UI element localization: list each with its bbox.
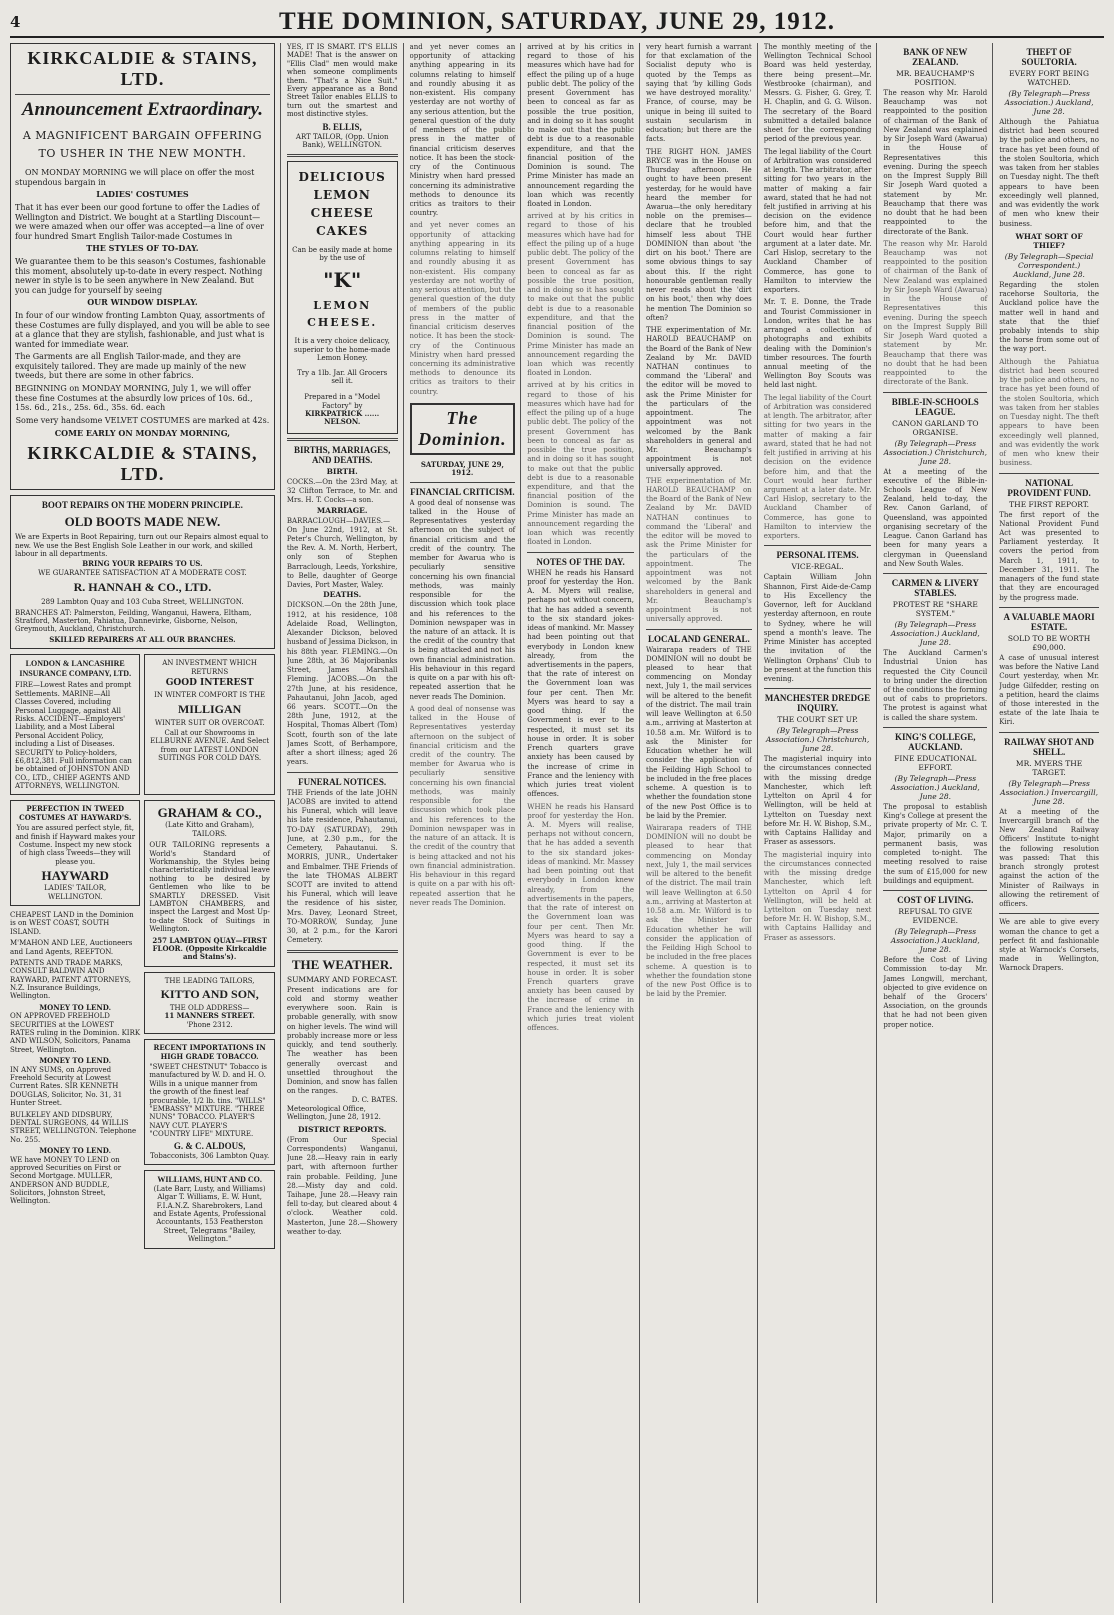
kitto-name: KITTO AND SON, <box>160 987 259 1002</box>
tobacco-text: "SWEET CHESTNUT" Tobacco is manufactured by W. D. and H. O. Wills in a unique manner from the growth of the finest leaf procurable, 1/2 lb. tins. "WILLS" "EMBASSY" MIXTURE. "THREE NUNS" TOBACCO. PLAYER'S NAVY CUT. PLAYER'S "COUNTRY LIFE" MIXTURE. <box>149 1063 268 1139</box>
column-2 <box>287 43 404 1603</box>
column-3 <box>410 43 522 1603</box>
milligan-interest: GOOD INTEREST <box>165 677 254 688</box>
page-number: 4 <box>10 13 21 31</box>
kings-heading: KING'S COLLEGE, AUCKLAND. <box>895 731 976 752</box>
patents-ad: PATENTS AND TRADE MARKS, CONSULT BALDWIN AND RAYWARD, PATENT ATTORNEYS, N.Z. Insurance Buildings, Wellington. <box>10 958 131 1001</box>
date-line: SATURDAY, JUNE 29, 1912. <box>420 459 504 478</box>
kirk-intro: ON MONDAY MORNING we will place on offer the most stupendous bargain in <box>15 168 255 187</box>
bible-heading: BIBLE-IN-SCHOOLS LEAGUE. <box>891 396 979 417</box>
money-heading-2: MONEY TO LEND. <box>39 1056 112 1066</box>
weather-sign: D. C. BATES. <box>351 1096 398 1105</box>
cheapest-land: CHEAPEST LAND in the Dominion is on WEST COAST, SOUTH ISLAND. <box>10 910 134 936</box>
dominion-logo: The Dominion. <box>410 403 516 455</box>
boot-text: We are Experts in Boot Repairing, turn out our Repairs almost equal to new. We use the Best English Sole Leather in our work, and skilled labour in all departments. <box>15 533 269 559</box>
cost-text: Before the Cost of Living Commission to-day Mr. James Longwill, merchant, objected to give evidence on behalf of the Grocers' Association, on the grounds that he had not been given proper notice. <box>883 956 988 1029</box>
provident-text: The first report of the National Provident Fund Act was presented to Parliament yesterday. It covers the period from March 1, 1911, to December 31, 1911. The managers of the fund state that they are encouraged by the progress made. <box>999 510 1099 602</box>
maori-subheading: SOLD TO BE WORTH £90,000. <box>1007 633 1091 652</box>
come-early: COME EARLY ON MONDAY MORNING, <box>54 428 231 439</box>
graham-ad <box>144 800 274 966</box>
bmd-heading: BIRTHS, MARRIAGES, AND DEATHS. <box>293 444 391 465</box>
col6-text-c: Mr. T. E. Donne, the Trade and Tourist Commissioner in London, writes that he has arranged a collection of photographs and exhibits dealing with the Dominion's timber resources. The fourth annual meeting of the Wellington Boy Scouts was held last night. <box>763 298 872 390</box>
velvet-text: Some very handsome VELVET COSTUMES are marked at 42s. <box>15 415 270 425</box>
cost-press: (By Telegraph—Press Association.) Auckland, June 28. <box>890 927 980 955</box>
col6-filler-b: The magisterial inquiry into the circumstances connected with the missing dredge Manchester, which left Lyttelton on April 4 for Wellington, will be held at Lyttelton on Tuesday next before Mr. H. W. Bishop, S.M., with Captains Halliday and Fraser as assessors. <box>763 850 872 942</box>
col4-filler-b: arrived at by his critics in regard to those of his measures which have had for effect the piling up of a huge public debt. The policy of the present Government has been to conceal as far as possible the true position, and in doing so it has sought to make out that the public debt is due to a reasonable expenditure, and that the financial position of the Dominion is sound. The Prime Minister has made an announcement regarding the loan which was recently floated in London. <box>527 381 634 547</box>
bulkeley-ad: BULKELEY AND DIDSBURY, DENTAL SURGEONS, 44 WILLIS STREET, WELLINGTON. Telephone No. 255. <box>10 1110 137 1144</box>
carmen-press: (By Telegraph—Press Association.) Auckland, June 28. <box>890 620 980 648</box>
deaths-heading: DEATHS. <box>323 590 362 600</box>
ellis-sub: ART TAILOR, (Opp. Union Bank), WELLINGTON. <box>295 132 389 150</box>
hayward-tag: PERFECTION IN TWEED COSTUMES AT HAYWARD'S. <box>19 804 132 822</box>
maori-text: A case of unusual interest was before the Native Land Court yesterday, when Mr. Judge Gilfedder, resting on a petition, heard the claims of those interested in the estate of the late Ihaia te Kiri. <box>999 653 1099 727</box>
manchester-heading: MANCHESTER DREDGE INQUIRY. <box>764 693 871 714</box>
styles-heading: THE STYLES OF TO-DAY. <box>86 243 199 254</box>
cost-subheading: REFUSAL TO GIVE EVIDENCE. <box>898 907 973 926</box>
cost-heading: COST OF LIVING. <box>897 895 974 906</box>
personal-text: Captain William John Shannon, First Aide-de-Camp to His Excellency the Governor, left for Auckland yesterday afternoon, en route to Sydney, where he will spend a month's leave. The Prime Minister has accepted the invitation of the Wellington Orphans' Club to be present at the function this evening. <box>763 573 872 683</box>
weather-heading: THE WEATHER. <box>291 956 393 972</box>
thief-heading: WHAT SORT OF THIEF? <box>1015 231 1083 250</box>
window-text: In four of our window fronting Lambton Quay, assortments of these Costumes are fully displayed, and you will be able to see at a glance that they are stylish, fashionable, and just what is wanted for immediate wear. <box>15 310 270 349</box>
reports-heading: DISTRICT REPORTS. <box>297 1124 387 1134</box>
bryce-text: THE RIGHT HON. JAMES BRYCE was in the House on Thursday afternoon. He ought to have been present yesterday, for he would have heard the member for Awarua—the only hereditary noble on the premises—declare that he troubled himself less about THE DOMINION than about 'the dirt on his boot.' There are some obvious things to say about this. If the right honourable gentleman really never reads about the 'dirt on his boot,' then why does he mention The Dominion so often? <box>645 147 752 322</box>
cheese-line-2: LEMON <box>313 187 371 202</box>
london-lancashire-ad <box>10 654 140 795</box>
mahon-ad: M'MAHON AND LEE, Auctioneers and Land Agents, REEFTON. <box>10 939 133 956</box>
personal-subheading: VICE-REGAL. <box>791 562 844 572</box>
col6-text-a: The monthly meeting of the Wellington Technical School Board was held yesterday, there being present—Mr. Westbrooke (chairman), and Messrs. G. Fisher, G. Grey, T. H. Chaplin, and G. G. Wilson. The secretary of the Board submitted a detailed balance sheet for the corresponding period of the previous year. <box>763 43 872 144</box>
bring-repairs: BRING YOUR REPAIRS TO US. <box>82 559 203 569</box>
cheese-desc: Can be easily made at home by the use of <box>292 245 393 262</box>
leading-tailors: THE LEADING TAILORS, <box>164 976 255 985</box>
financial-heading: FINANCIAL CRITICISM. <box>410 486 515 497</box>
col6-filler-a: The legal liability of the Court of Arbitration was considered at length. The arbitrator, after sitting for two years in the matter of making a fair award, stated that he had not felt justified in arriving at his decision on the evidence before him, and that the Court would hear further argument at a later date. Mr. Carl Hislop, secretary to the Auckland Chamber of Commerce, has gone to Hamilton to interview the exporters. <box>763 393 872 541</box>
railway-press: (By Telegraph—Press Association.) Invercargill, June 28. <box>1000 778 1099 806</box>
money-heading-3: MONEY TO LEND. <box>39 1146 112 1156</box>
costumes-heading: LADIES' COSTUMES <box>96 189 189 200</box>
carmen-heading: CARMEN & LIVERY STABLES. <box>891 578 979 599</box>
kirkcaldie-ad <box>10 43 275 490</box>
money-text-2: IN ANY SUMS, on Approved Freehold Security at Lowest Current Rates. SIR KENNETH DOUGLAS, Solicitor, No. 31, 31 Hunter Street. <box>10 1065 123 1108</box>
column-5 <box>646 43 758 1603</box>
money-text-1: ON APPROVED FREEHOLD SECURITIES at the LOWEST RATES ruling in the Dominion. KIRK AND WILSON, Solicitors, Panama Street, Wellington. <box>10 1012 141 1054</box>
satisfaction: WE GUARANTEE SATISFACTION AT A MODERATE COST. <box>38 568 247 577</box>
reports-text: (From Our Special Correspondents) Wanganui, June 28.—Heavy rain in early part, with afternoon further rain probable. Feilding, June 28.—Misty day and cold. Taihape, June 28.—Heavy rain fell to-day, but cleared about 4 o'clock. Weather cold. Masterton, June 28.—Showery weather to-day. <box>286 1135 398 1236</box>
aldous-sub: Tobacconists, 306 Lambton Quay. <box>150 1151 270 1160</box>
kitto-sub: THE OLD ADDRESS— <box>169 1004 250 1013</box>
provident-subheading: THE FIRST REPORT. <box>1009 499 1090 509</box>
col4-text-a: arrived at by his critics in regard to those of his measures which have had for effect the piling up of a huge public debt. The policy of the present Government has been to conceal as far as possible the true position, and in doing so it has sought to make out that the public debt is due to a reasonable expenditure, and that the financial position of the Dominion is sound. The Prime Minister has made an announcement regarding the loan which was recently floated in London. <box>527 43 634 208</box>
column-6 <box>764 43 878 1603</box>
kitto-phone: 'Phone 2312. <box>186 1020 233 1029</box>
bank-subheading: MR. BEAUCHAMP'S POSITION. <box>896 69 975 87</box>
bank-text: The reason why Mr. Harold Beauchamp was not reappointed to the position of chairman of the Bank of New Zealand was explained by Sir Joseph Ward (Awarua) in the House of Representatives this evening. During the speech on the Imprest Supply Bill Sir Joseph Ward quoted a statement by Mr. Beauchamp that there was no doubt that he had been reappointed to the directorate of the Bank. <box>883 89 988 236</box>
hayward-ad <box>10 800 140 906</box>
maori-heading: A VALUABLE MAORI ESTATE. <box>1003 611 1095 632</box>
weather-subheading: SUMMARY AND FORECAST. <box>286 974 398 984</box>
column-4 <box>527 43 640 1603</box>
birth-heading: BIRTH. <box>326 466 358 476</box>
hayward-text: You are assured perfect style, fit, and finish if Hayward makes your Costume. Inspect my new stock of high class Tweeds—they will please you. <box>15 824 136 866</box>
boots-made-new: OLD BOOTS MADE NEW. <box>64 514 221 530</box>
weather-office: Meteorological Office, Wellington, June 28, 1912. <box>286 1104 381 1122</box>
birth-text: COCKS.—On the 23rd May, at 32 Clifton Terrace, to Mr. and Mrs. H. T. Cocks—a son. <box>286 477 398 505</box>
theft-heading: THEFT OF SOULTORIA. <box>1021 47 1077 67</box>
manchester-text: The magisterial inquiry into the circumstances connected with the missing dredge Manchester, which left Lyttelton on April 4 for Wellington, will be held at Lyttelton on Tuesday next before Mr. H. W. Bishop, S.M., with Captains Halliday and Fraser as assessors. <box>763 755 872 847</box>
col8-filler-a: Although the Pahiatua district had been scoured by the police and others, no trace has yet been found of the stolen Soultoria, which was taken from her stables on Tuesday night. The theft appears to have been exceedingly well planned, and was evidently the work of men who knew their business. <box>999 357 1099 468</box>
tobacco-ad <box>144 1039 274 1165</box>
deaths-text: DICKSON.—On the 28th June, 1912, at his residence, 108 Adelaide Road, Wellington, Alexander Dickson, beloved husband of Jessima Dickson, in his 88th year. FLEMING.—On June 28th, at 36 Majoribanks Street, James Marshall Fleming. JACOBS.—On the 27th June, at his residence, Pahautanui, John Jacob, aged 66 years. SCOTT.—On the 28th June, 1912, at the Hospital, Thomas Albert (Tom) Scott, fourth son of the late James Scott, of Berhampore, after a short illness; aged 26 years. <box>286 601 398 767</box>
provident-heading: NATIONAL PROVIDENT FUND. <box>1007 477 1091 498</box>
kirkcaldie-name: KIRKCALDIE & STAINS, LTD. <box>27 48 258 89</box>
notes-text: WHEN he reads his Hansard proof for yesterday the Hon. A. M. Myers will realise, perhaps not without concern, that he has added a seventh to the six standard jokes-ideas of mankind. Mr. Massey had been pointing out that everybody in London knew already, from the advertisements in the papers, that the rate of interest on the Government loan was four per cent. Then Mr. Myers was heard to say a good thing. If the Government is ever to be respected, it must set its house in order. It is sober French quarters grave anxiety has been caused by the increase of crime in France and the leniency with which juries treat violent offences. <box>527 568 634 799</box>
kirkcaldie-name-2: KIRKCALDIE & STAINS, LTD. <box>27 443 258 485</box>
kitto-address: 11 MANNERS STREET. <box>164 1011 255 1021</box>
graham-address: 257 LAMBTON QUAY—FIRST FLOOR. (Opposite Kirkcaldie and Stains's). <box>152 935 267 962</box>
col3-filler-a: and yet never comes an opportunity of attacking anything appearing in its columns relating to himself and roundly abusing it as non-existent. His company yesterday are not worthy of any serious attention, but the general question of the duty of members of the public press in the matter of financial criticism deserves notice. It has been the stock-cry of the Continuous Ministry when hard pressed concerning its administrative methods to denounce its critics as traitors to their country. <box>409 221 516 396</box>
styles-text: We guarantee them to be this season's Costumes, fashionable this moment, absolutely up-to-date in every respect. Nothing newer in style is to be seen anywhere in New Zealand. But you can judge for yourself by seeing <box>15 256 266 295</box>
beauchamp-text: THE experimentation of Mr. HAROLD BEAUCHAMP on the Board of the Bank of New Zealand by Mr. DAVID NATHAN continues to command the 'Liberal' and the editor will be moved to ask the Prime Minister for the particulars of the appointment. The appointment was not welcomed by the Bank shareholders in general and Mr. Beauchamp's appointment is not universally approved. <box>645 326 752 473</box>
announcement-heading: Announcement Extraordinary. <box>21 99 263 120</box>
bible-subheading: CANON GARLAND TO ORGANISE. <box>892 418 979 437</box>
kings-press: (By Telegraph—Press Association.) Auckland, June 28. <box>890 773 980 801</box>
graham-sub: (Late Kitto and Graham), TAILORS. <box>165 821 255 838</box>
london-heading: LONDON & LANCASHIRE INSURANCE COMPANY, LTD. <box>19 659 132 678</box>
milligan-intro: AN INVESTMENT WHICH RETURNS <box>162 659 257 676</box>
milligan-showrooms: Call at our Showrooms in ELLBURNE AVENUE. And Select from our LATEST LONDON SUITINGS FOR COLD DAYS. <box>150 729 270 763</box>
kings-text: The proposal to establish King's College at present the private property of Mr. C. T. Major, primarily on a permanent basis, was completed to-night. The meeting resolved to raise the sum of £15,000 for new buildings and equipment. <box>883 802 988 885</box>
funeral-heading: FUNERAL NOTICES. <box>298 776 387 787</box>
col4-filler-c: WHEN he reads his Hansard proof for yesterday the Hon. A. M. Myers will realise, perhaps not without concern, that he has added a seventh to the six standard jokes-ideas of mankind. Mr. Massey had been pointing out that everybody in London knew already, from the advertisements in the papers, that the rate of interest on the Government loan was four per cent. Then Mr. Myers was heard to say a good thing. If the Government is ever to be respected, it must set its house in order. It is sober French quarters grave anxiety has been caused by the increase of crime in France and the leniency with which juries treat violent offences. <box>527 802 634 1033</box>
branches-text: BRANCHES AT: Palmerston, Feilding, Wanganui, Hawera, Eltham, Stratford, Masterton, Pahiatua, Dannevirke, Gisborne, Nelson, Greymouth, Auckland, Christchurch. <box>15 608 252 634</box>
hannah-ad <box>10 495 275 649</box>
col4-filler-a: arrived at by his critics in regard to those of his measures which have had for effect the piling up of a huge public debt. The policy of the present Government has been to conceal as far as possible the true position, and in doing so it has sought to make out that the public debt is due to a reasonable expenditure, and that the financial position of the Dominion is sound. The Prime Minister has made an announcement regarding the loan which was recently floated in London. <box>527 212 634 378</box>
graham-column <box>144 800 274 1253</box>
col3-filler-b: A good deal of nonsense was talked in the House of Representatives yesterday afternoon on the subject of financial criticism and the credit of the country. The member for Awarua who is peculiarly sensitive concerning his own financial methods, was mainly responsible for the discussion which took place and his references to the Dominion newspaper was in the nature of an attack. It is the credit of the country that is being attacked and not his own financial administration. His behaviour in this regard is quite on a par with his oft-repeated assertion that he never reads The Dominion. <box>409 704 516 907</box>
milligan-suit: WINTER SUIT OR OVERCOAT. <box>154 718 265 727</box>
bank-heading: BANK OF NEW ZEALAND. <box>903 47 968 67</box>
cheese-tin: Try a 1lb. Jar. All Grocers sell it. <box>297 368 388 385</box>
railway-subheading: MR. MYERS THE TARGET. <box>1015 758 1083 777</box>
window-heading: OUR WINDOW DISPLAY. <box>87 297 198 308</box>
k-brand: "K" <box>323 268 362 293</box>
skilled-repairers: SKILLED REPAIRERS AT ALL OUR BRANCHES. <box>49 634 236 644</box>
london-text: FIRE—Lowest Rates and prompt Settlements. MARINE—All Classes Covered, including Personal Luggage, against All Risks. ACCIDENT—Employers' Liability, and a Most Liberal Personal Accident Policy, including a List of Diseases. SECURITY to Policy-holders, £6,812,381. Full information can be obtained of JOHNSTON AND CO., LTD., CHIEF AGENTS AND ATTORNEYS, WELLINGTON. <box>15 681 132 791</box>
milligan-name: MILLIGAN <box>177 701 242 716</box>
local-heading: LOCAL AND GENERAL. <box>647 633 750 644</box>
cheese-line-1: DELICIOUS <box>298 169 386 184</box>
column-7 <box>883 43 993 1603</box>
marriage-text: BARRACLOUGH—DAVIES.—On June 22nd, 1912, at St. Peter's Church, Wellington, by the Rev. A. M. North, Herbert, only son of Stephen Barraclough, Leeds, Yorkshire, to Belle, daughter of George Davies, Port Master, Waley. <box>286 516 398 590</box>
column-8 <box>999 43 1104 1603</box>
notes-heading: NOTES OF THE DAY. <box>536 556 625 567</box>
theft-press: (By Telegraph—Press Association.) Auckland, June 28. <box>1004 89 1094 116</box>
aldous-name: G. & C. ALDOUS, <box>173 1140 246 1151</box>
masthead <box>10 8 1104 38</box>
cheese-maker: KIRKPATRICK ...... NELSON. <box>305 409 380 427</box>
lemon-cheese-ad <box>287 161 398 434</box>
bible-text: At a meeting of the executive of the Bible-in-Schools League of New Zealand, held to-day, the Rev. Canon Garland, of Queensland, was appointed organising secretary of the League. Canon Garland has been for many years a clergyman in Queensland and New South Wales. <box>883 467 988 568</box>
personal-heading: PERSONAL ITEMS. <box>776 550 859 561</box>
col5-filler-a: THE experimentation of Mr. HAROLD BEAUCHAMP on the Board of the Bank of New Zealand by Mr. DAVID NATHAN continues to command the 'Liberal' and the editor will be moved to ask the Prime Minister for the particulars of the appointment. The appointment was not welcomed by the Bank shareholders in general and Mr. Beauchamp's appointment is not universally approved. <box>645 476 752 624</box>
column-1 <box>10 43 281 1603</box>
funeral-text: THE Friends of the late JOHN JACOBS are invited to attend his Funeral, which will leave his late residence, Pahautanui, TO-DAY (SATURDAY), 29th June, at 2.30 p.m., for the Cemetery, Pahautanui. S. MORRIS, JUNR., Undertaker and Embalmer. THE Friends of the late THOMAS ALBERT SCOTT are invited to attend his Funeral, which will leave the residence of his sister, Mrs. Davey, Leonard Street, TO-MORROW, Sunday, June 30, at 2 p.m., for the Karori Cemetery. <box>286 788 398 945</box>
bible-press: (By Telegraph—Press Association.) Christchurch, June 28. <box>883 438 988 466</box>
tobacco-heading: RECENT IMPORTATIONS IN HIGH GRADE TOBACCO. <box>153 1043 266 1061</box>
masthead-title: THE DOMINION, SATURDAY, JUNE 29, 1912. <box>279 8 835 35</box>
milligan-ad <box>144 654 274 795</box>
williams-name: WILLIAMS, HUNT AND CO. <box>157 1175 262 1185</box>
weather-text: Present indications are for cold and stormy weather everywhere soon. Rain is probable generally, with snow on higher levels. The wind will probably increase more or less quickly, and tend southerly. The weather has been generally overcast and unsettled throughout the Dominion, and snow has fallen on the ranges. <box>286 985 398 1096</box>
hannah-name: R. HANNAH & CO., LTD. <box>73 580 212 595</box>
col5-text-a: very heart furnish a warrant for that exclamation of the Socialist deputy who is quoted by the Temps as saying that 'by killing Gods we have destroyed morality.' France, of course, may be unique in being ill suited to sustain secularism in education; but there are the facts. <box>645 43 752 144</box>
cheese-line-3: CHEESE <box>310 205 374 220</box>
insurance-milligan-row <box>10 654 275 800</box>
hayward-role: LADIES' TAILOR, <box>44 884 107 893</box>
costumes-text: That it has ever been our good fortune to offer the Ladies of Wellington and District. We bought at a Startling Discount—we were amazed when our offer was accepted—a line of over four hundred Smart English Tailor-made Costumes in <box>15 202 264 241</box>
hayward-town: WELLINGTON. <box>48 892 103 901</box>
financial-text: A good deal of nonsense was talked in the House of Representatives yesterday afternoon on the subject of financial criticism and the credit of the country. The member for Awarua who is peculiarly sensitive concerning his own financial methods, was mainly responsible for the discussion which took place and his references to the Dominion newspaper was in the nature of an attack. It is the credit of the country that is being attacked and not his own financial administration. His behaviour in this regard is quite on a par with his oft-repeated assertion that he never reads The Dominion. <box>409 498 516 701</box>
closing-ad: We are able to give every woman the chance to get a perfect fit and fashionable style at Warnock's Corsets, made in Wellington, Warnock Drapers. <box>999 918 1099 973</box>
marriage-heading: MARRIAGE. <box>316 505 368 515</box>
hayward-graham-row <box>10 800 275 1253</box>
cheese-note: It is a very choice delicacy, superior to the home-made Lemon Honey. <box>294 337 391 363</box>
carmen-text: The Auckland Carmen's Industrial Union has requested the City Council to bring under the direction of the conditions the forming out of cabs to proprietors. The protest is against what is called the share system. <box>883 649 988 722</box>
lemon-cheese: LEMON CHEESE. <box>307 299 378 329</box>
money-text-3: WE have MONEY TO LEND on approved Securities on First or Second Mortgage. MULLER, ANDERSON AND BUDDLE, Solicitors, Johnston Street, Wellington. <box>10 1155 122 1206</box>
kings-subheading: FINE EDUCATIONAL EFFORT. <box>894 753 977 772</box>
money-heading-1: MONEY TO LEND. <box>39 1002 112 1012</box>
hayward-column <box>10 800 140 1253</box>
ellis-name: B. ELLIS, <box>322 121 362 132</box>
bargain-heading: A MAGNIFICENT BARGAIN OFFERING TO USHER IN THE NEW MONTH. <box>22 129 262 160</box>
theft-text: Although the Pahiatua district had been scoured by the police and others, no trace has yet been found of the stolen Soultoria, which was taken from her stables on Tuesday night. The theft appears to have been exceedingly well planned, and was evidently the work of men who knew their business. <box>999 118 1099 228</box>
hannah-address: 289 Lambton Quay and 103 Cuba Street, WELLINGTON. <box>41 598 244 607</box>
thief-press: (By Telegraph—Special Correspondent.) Auckland, June 28. <box>1004 251 1094 279</box>
williams-text: (Late Barr, Lusty, and Williams) Algar T. Williams, E. W. Hunt, F.I.A.N.Z. Sharebrokers, Land and Estate Agents, Professional Accountants, 153 Featherston Street, Telegrams "Bailey, Wellington." <box>153 1184 267 1244</box>
graham-name: GRAHAM & CO., <box>157 805 262 821</box>
kitto-ad <box>144 972 274 1035</box>
local-text: Wairarapa readers of THE DOMINION will no doubt be pleased to hear that commencing on Monday next, July 1, the mail services will be altered to the benefit of the district. The mail train will leave Wellington at 6.50 a.m., arriving at Masterton at 10.58 a.m. Mr. Wilford is to ask the Minister for Education whether he will consider the application of the Feilding High School to be included in the free places scheme. A question is to whether the foundation stone of the new Post Office is to be laid by the Premier. <box>645 645 752 820</box>
carmen-subheading: PROTEST RE "SHARE SYSTEM." <box>892 600 978 619</box>
columns <box>10 43 1104 1603</box>
manchester-press: (By Telegraph—Press Association.) Christchurch, June 28. <box>765 726 870 754</box>
cheese-line-4: CAKES <box>316 223 369 238</box>
thief-text: Regarding the stolen racehorse Soultoria, the Auckland police have the matter well in hand and state that the thief probably intends to ship the horse from some out of the way port. <box>999 280 1099 354</box>
theft-subheading: EVERY FORT BEING WATCHED. <box>1009 69 1090 87</box>
col5-filler-b: Wairarapa readers of THE DOMINION will no doubt be pleased to hear that commencing on Monday next, July 1, the mail services will be altered to the benefit of the district. The mail train will leave Wellington at 6.50 a.m., arriving at Masterton at 10.58 a.m. Mr. Wilford is to ask the Minister for Education whether he will consider the application of the Feilding High School to be included in the free places scheme. A question is to whether the foundation stone of the new Post Office is to be laid by the Premier. <box>645 823 752 999</box>
manchester-subheading: THE COURT SET UP. <box>777 715 858 725</box>
ellis-text: YES, IT IS SMART. IT'S ELLIS MADE! That is the answer on "Ellis Clad" men would make when someone compliments them. "That's a Nice Suit." Every appearance as a Bond Street Tailor enables ELLIS to turn out the smartest and most distinctive styles. <box>286 43 398 119</box>
railway-heading: RAILWAY SHOT AND SHELL. <box>1004 736 1095 757</box>
milligan-comfort: IN WINTER COMFORT IS THE <box>154 691 266 700</box>
prices-text: BEGINNING on MONDAY MORNING, July 1, we will offer these fine Costumes at the absurdly low prices of 10s. 6d., 15s. 6d., 21s., 25s. 6d., 35s. 6d. each <box>15 384 253 413</box>
hayward-name: HAYWARD <box>41 868 109 884</box>
boot-heading: BOOT REPAIRS ON THE MODERN PRINCIPLE. <box>41 500 243 511</box>
williams-ad <box>144 1170 274 1248</box>
tweeds-text: The Garments are all English Tailor-made, and they are exquisitely tailored. They are made up mainly of the new tweeds, but there are some in other fabrics. <box>15 352 247 381</box>
col6-text-b: The legal liability of the Court of Arbitration was considered at length. The arbitrator, after sitting for two years in the matter of making a fair award, stated that he had not felt justified in arriving at his decision on the evidence before him, and that the Court would hear further argument at a later date. Mr. Carl Hislop, secretary to the Auckland Chamber of Commerce, has gone to Hamilton to interview the exporters. <box>763 147 872 295</box>
col7-filler-a: The reason why Mr. Harold Beauchamp was not reappointed to the position of chairman of the Bank of New Zealand was explained by Sir Joseph Ward (Awarua) in the House of Representatives this evening. During the speech on the Imprest Supply Bill Sir Joseph Ward quoted a statement by Mr. Beauchamp that there was no doubt that he had been reappointed to the directorate of the Bank. <box>883 239 988 387</box>
graham-text: OUR TAILORING represents a World's Standard of Workmanship, the Styles being characteristically individual leave nothing to be desired by Gentlemen who like to be SMARTLY DRESSED. Visit LAMBTON CHAMBERS, and inspect the Largest and Most Up-to-date Stock of Suitings in Wellington. <box>149 841 270 934</box>
railway-text: At a meeting of the Invercargill branch of the New Zealand Railway Officers' Institute to-night the following resolution was passed: That this branch strongly protest against the action of the Minister of Railways in allowing the retirement of officers. <box>999 807 1099 909</box>
col3-continued: and yet never comes an opportunity of attacking anything appearing in its columns relating to himself and roundly abusing it as non-existent. His company yesterday are not worthy of any serious attention, but the general question of the duty of members of the public press in the matter of financial criticism deserves notice. It has been the stock-cry of the Continuous Ministry when hard pressed concerning its administrative methods to denounce its critics as traitors to their country. <box>409 43 516 218</box>
cheese-prepared: Prepared in a "Model Factory" by <box>304 393 381 410</box>
